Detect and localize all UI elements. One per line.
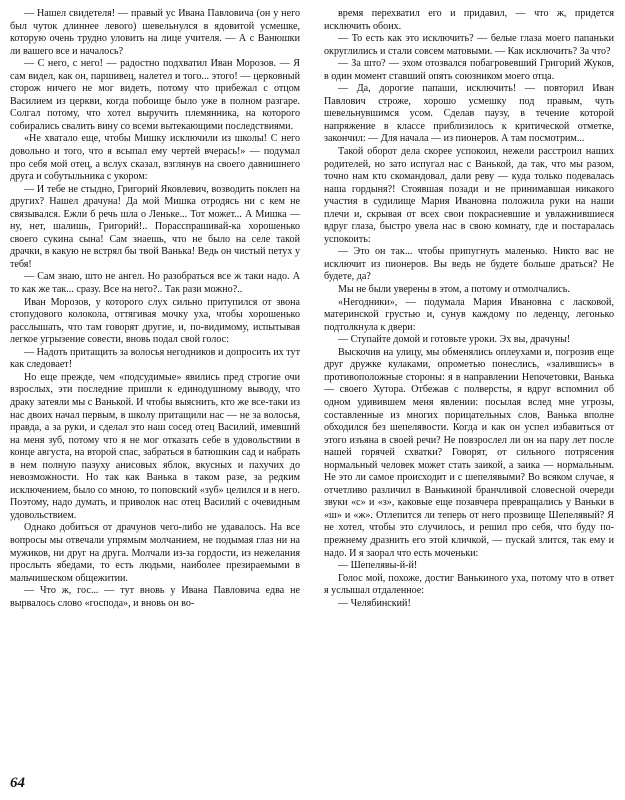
paragraph: — То есть как это исключить? — белые глаза моего папаньки округлились и стали совсем матовыми. — Как исключить? За что? bbox=[324, 33, 614, 57]
paragraph: Мы не были уверены в этом, а потому и отмолчались. bbox=[338, 284, 570, 296]
text-column-right bbox=[324, 8, 614, 768]
paragraph: — Да, дорогие папаши, исключить! — повторил Иван Павлович строже, хорошо усмешку под правым, чуть шевельнувшимся усом. Сделав паузу, в течение которой напряжение в классе приблизилось к критической отметке, закончил: — Для начала — из пионеров. А там посмотрим... bbox=[324, 83, 614, 145]
paragraph: — Челябинский! bbox=[338, 597, 411, 609]
paragraph: «Негодники», — подумала Мария Ивановна с ласковой, материнской грустью и, сунув каждому по леденцу, легонько подтолкнула к двери: bbox=[324, 296, 614, 333]
paragraph: — Надоть притащить за волосья негодников и допросить их тут как следовает! bbox=[10, 346, 300, 371]
paragraph: — Нашел свидетеля! — правый ус Ивана Павловича (он у него был чуток длиннее левого) шевельнулся в ядовитой усмешке, которую очень трудно уловить на лице учителя. — А с Ванюшки ли вашего все и началось? bbox=[10, 8, 300, 57]
paragraph: — Сам знаю, што не ангел. Но разобраться все ж таки надо. А то как же так... сразу. Все на него?.. Так рази можно?.. bbox=[10, 271, 300, 296]
paragraph: Но еще прежде, чем «подсудимые» явились пред строгие очи взрослых, эти последние пришли к единодушному выводу, что драку затеяли мы с Ванькой. И чтобы выяснить, кто же все-таки из нас двоих начал первым, в школу притащили нас — не за волосья, правда, а за руки, и сделал это наш соcед отец Василий, имевший на меня зуб, потому что я не мог отказать себе в удовольствии в конце августа, на второй спас, забраться в батюшкин сад и набрать в нем полную пазуху анисовых яблок, вкусных и пахучих до невозможности. Но так как Ванька в таком разе, за редким исключением, было со мною, то поповский «зуб» целился и в него. Поэтому, надо думать, и приволок нас отец Василий с очевидным удовольствием. bbox=[10, 371, 300, 521]
paragraph: Такой оборот дела скорее успокоил, нежели расстроил наших родителей, но зато испугал нас с Ванькой, да так, что мы разом, точно нам кто скомандовал, дали реву — куда только подевалась наша гордыня?! Стоявшая позади и не принимавшая никакого участия в судилище Мария Ивановна положила руки на наши плечи и, скрывая от всех свои покрасневшие и увлажнившиеся вдруг глаза, быстро увела нас в свою комнату, где и постаралась успокоить: bbox=[324, 146, 614, 245]
paragraph: Выскочив на улицу, мы обменялись оплеухами и, погрозив еще друг дружке кулаками, опрометью понеслись, «залившись» в противоположные стороны: я в направлении Непочетовки, Ванька — своего Хутора. Отбежав с полверсты, я вдруг вспомнил об одном удивившем меня явлении: посылая вслед мне угрозы, составленные из многих порицательных слов, Ванька вполне обходился без шепелявости. Когда и как он успел избавиться от этого изъяна в своей речи? Не повзрослел ли он на пару лет после нашей горячей схватки? Говорят, от сильного потрясения нормальный человек может стать заикой, а заика — нормальным. Не это ли самое происходит и с шепелявыми? Во всяком случае, я отчетливо различил в Ванькиной бранчливой словесной очереди звуки «с» и «з», каковые еще позавчера превращались у Ваньки в «ш» и «ж». Отлепится ли теперь от него прозвище Шепелявый? Я не хотел, чтобы это случилось, и решил про себя, что буду по-прежнему дразнить его этой кличкой, — пускай злится, так ему и надо. И я заорал что есть моченьки: bbox=[324, 346, 614, 559]
paragraph: время перехватил его и придавил, — что ж, придется исключить обоих. bbox=[324, 8, 614, 32]
paragraph: Голос мой, похоже, достиг Ванькиного уха, потому что в ответ я услышал отдаленное: bbox=[324, 572, 614, 597]
paragraph: — С него, с него! — радостно подхватил Иван Морозов. — Я сам видел, как он, паршивец, налетел и того... этого! — церковный сторож ничего не мог видеть, потому что прибежал с отцом Василием из церкви, когда побоище было уже в полном разгаре. Солгал потому, что хотел выручить племянника, на которого собирались свалить вину со всеми вытекающими последствиями. bbox=[10, 58, 300, 132]
paragraph: — Шепелявы-й-й! bbox=[338, 560, 418, 572]
paragraph: — Что ж, гос... — тут вновь у Ивана Павловича едва не вырвалось слово «господа», и вновь он во- bbox=[10, 585, 300, 609]
paragraph: Однако добиться от драчунов чего-либо не удавалось. На все вопросы мы отвечали упрямым молчанием, не подымая глаз ни на мужиков, ни друг на друга. Молчали из-за гордости, из нежелания прослыть ябедами, то есть людьми, наиболее презираемыми в мальчишеском общежитии. bbox=[10, 522, 300, 584]
paragraph: — За што? — эхом отозвался побагровевший Григорий Жуков, в один момент ставший опять союзником моего отца. bbox=[324, 58, 614, 82]
paragraph: — И тебе не стыдно, Григорий Яковлевич, возводить поклеп на других? Нашел драчуна! Да мой Мишка отродясь ни с кем не связывался. Ежли б речь шла о Леньке... Тот может... А Мишка — ну, нет, шалишь, Григорий!.. Порасспрашивай-ка хорошенько своего сукина сына! Сам знаешь, что не было на селе такой драчки, в какую не встрял бы твой Ванька! Ведь он чистый петух у тебя! bbox=[10, 183, 300, 270]
paragraph: — Это он так... чтобы припугнуть маленько. Никто вас не исключит из пионеров. Вы ведь не будете больше драться? Не будете, да? bbox=[324, 246, 614, 283]
paragraph: «Не хватало еще, чтобы Мишку исключили из школы! С него довольно и того, что я всыпал ему чертей вчерась!» — подумал про себя мой отец, а вслух сказал, взглянув на своего давнишнего друга и собутыльника с укором: bbox=[10, 133, 300, 183]
paragraph: Иван Морозов, у которого слух сильно притупился от звона стопудового колокола, оттягивая мочку уха, чтобы хорошенько расслышать, что там говорят другие, и, по-видимому, испытывая легкое угрызение совести, вновь подал свой голос: bbox=[10, 296, 300, 346]
text-column-left bbox=[10, 8, 300, 768]
paragraph: — Ступайте домой и готовьте уроки. Эх вы, драчуны! bbox=[338, 334, 571, 346]
page-number: 64 bbox=[10, 775, 25, 791]
